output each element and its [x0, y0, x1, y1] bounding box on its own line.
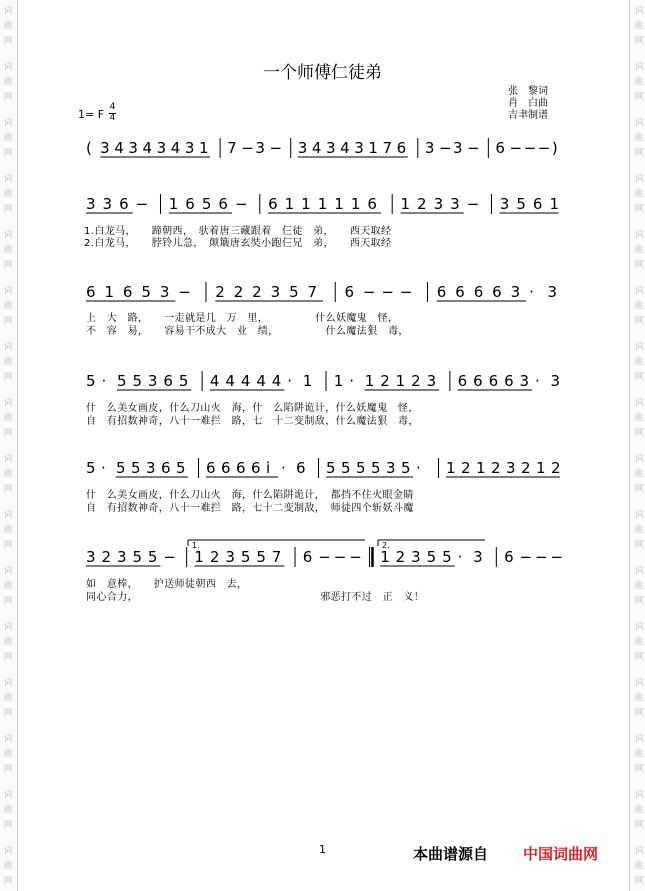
watermark-glyph: 网	[634, 92, 644, 102]
lyric-line: 自 有招数神奇，八十一难拦 路，七 十二变制敌，什么魔法狠 毒，	[86, 416, 419, 427]
note-digit: 4	[340, 139, 350, 157]
watermark-glyph: 词	[3, 286, 13, 296]
note-digit: 1	[536, 459, 546, 477]
watermark-glyph: 词	[3, 678, 13, 688]
note-digit: 1	[284, 195, 295, 213]
note-digit: 6	[492, 283, 502, 301]
watermark-glyph: 网	[634, 148, 644, 158]
dash-note: −	[519, 548, 533, 566]
watermark-glyph: 曲	[3, 637, 13, 647]
note-digit: 3	[128, 139, 138, 157]
watermark-glyph: 曲	[634, 637, 644, 647]
note-digit: i	[266, 459, 271, 477]
note-digit: 3	[326, 139, 336, 157]
note-digit: 2	[461, 459, 471, 477]
watermark-glyph: 曲	[3, 21, 13, 31]
note-digit: 3	[100, 139, 110, 157]
watermark-glyph: 词	[634, 118, 644, 128]
watermark-glyph: 网	[3, 820, 13, 830]
watermark-glyph: 词	[634, 454, 644, 464]
note-digit: 5	[176, 459, 186, 477]
note-digit: 3	[510, 283, 521, 301]
dash-note: −	[318, 548, 331, 566]
note-digit: 3	[102, 195, 113, 213]
watermark-glyph: 网	[634, 540, 644, 550]
watermark-glyph: 曲	[634, 301, 644, 311]
watermark-glyph: 词	[634, 846, 644, 856]
volta-2-label: 2.	[382, 541, 390, 550]
note-digit: 2	[521, 459, 531, 477]
note-digit: 5	[356, 459, 366, 477]
note-digit: 1	[368, 139, 378, 157]
note-digit: 3	[116, 548, 127, 566]
note-digit: 4	[142, 139, 153, 157]
watermark-glyph: 词	[3, 62, 13, 72]
note-digit: 1	[549, 195, 559, 213]
note-digit: 1	[168, 195, 179, 213]
watermark-glyph: 词	[3, 118, 13, 128]
note-digit: 7	[382, 139, 393, 157]
watermark-glyph: 词	[634, 566, 644, 576]
lyric-line: 自 有招数神奇，八十一难拦 路，七十二变制敌， 师徒四个斩妖斗魔	[86, 503, 414, 514]
note-digit: 4	[209, 372, 220, 390]
watermark-glyph: 网	[634, 36, 644, 46]
note-digit: 5	[289, 283, 299, 301]
watermark-glyph: 网	[3, 876, 13, 886]
watermark-glyph: 词	[634, 622, 644, 632]
watermark-glyph: 曲	[3, 301, 13, 311]
note-digit: 5	[131, 459, 141, 477]
note-digit: 3	[433, 195, 444, 213]
watermark-glyph: 曲	[3, 861, 13, 871]
note-digit: 3	[453, 139, 463, 157]
note-digit: ·	[535, 372, 540, 390]
watermark-glyph: 词	[3, 6, 13, 16]
watermark-glyph: 网	[3, 36, 13, 46]
lyric-line: 不 容 易， 容易干不成大 业 绩， 什么魔法狠 毒，	[86, 326, 409, 337]
watermark-glyph: 网	[3, 764, 13, 774]
watermark-glyph: 词	[3, 510, 13, 520]
watermark-glyph: 网	[3, 204, 13, 214]
watermark-glyph: 词	[634, 6, 644, 16]
dash-note: −	[349, 548, 362, 566]
dash-note: −	[523, 139, 537, 157]
note-digit: 6	[221, 459, 231, 477]
watermark-glyph: 网	[3, 316, 13, 326]
note-digit: 3	[297, 139, 308, 157]
note-digit: ·	[281, 459, 286, 477]
note-digit: ·	[287, 372, 293, 390]
watermark-glyph: 曲	[3, 749, 13, 759]
dash-note: −	[381, 283, 394, 301]
note-digit: 6	[436, 283, 447, 301]
watermark-glyph: 曲	[3, 189, 13, 199]
watermark-glyph: 词	[3, 230, 13, 240]
dash-note: −	[399, 283, 413, 301]
watermark-glyph: 曲	[3, 413, 13, 423]
note-digit: 4	[170, 139, 181, 157]
transcriber-credit: 吉聿制谱	[508, 110, 548, 121]
note-digit: 5	[86, 459, 96, 477]
note-digit: 6	[344, 283, 355, 301]
note-digit: 5	[147, 548, 158, 566]
note-digit: 3	[473, 548, 483, 566]
watermark-glyph: 曲	[3, 245, 13, 255]
watermark-glyph: 词	[3, 734, 13, 744]
watermark-glyph: 曲	[3, 133, 13, 143]
note-digit: 3	[354, 139, 364, 157]
note-digit: 5	[401, 459, 411, 477]
note-digit: 2	[233, 283, 244, 301]
note-digit: 6	[206, 459, 216, 477]
song-title: 一个师傅仁徒弟	[263, 63, 382, 83]
note-digit: 4	[271, 372, 282, 390]
note-digit: 7	[227, 139, 237, 157]
watermark-glyph: 曲	[3, 693, 13, 703]
watermark-glyph: 网	[634, 596, 644, 606]
note-digit: 3	[270, 283, 281, 301]
note-digit: 3	[159, 283, 170, 301]
dash-note: −	[178, 283, 191, 301]
dash-note: −	[163, 548, 176, 566]
note-digit: 6	[455, 283, 465, 301]
dash-note: −	[467, 139, 480, 157]
volta-1-label: 1.	[192, 541, 200, 550]
note-digit: 6	[296, 459, 306, 477]
dash-note: −	[135, 195, 149, 213]
note-digit: 6	[504, 372, 514, 390]
watermark-glyph: 网	[3, 540, 13, 550]
watermark-glyph: 词	[3, 846, 13, 856]
watermark-glyph: 词	[634, 62, 644, 72]
watermark-glyph: 词	[634, 398, 644, 408]
note-digit: 1	[364, 372, 375, 390]
watermark-glyph: 曲	[3, 469, 13, 479]
time-signature-bottom: 4	[109, 113, 116, 123]
note-digit: )	[551, 139, 558, 157]
note-digit: 3	[86, 195, 96, 213]
note-digit: 3	[550, 372, 561, 390]
note-digit: 3	[506, 459, 516, 477]
composer-credit: 肖 白曲	[508, 98, 548, 109]
note-digit: 1	[301, 195, 311, 213]
note-digit: 6	[251, 459, 261, 477]
note-digit: 1	[104, 283, 115, 301]
watermark-glyph: 网	[634, 260, 644, 270]
watermark-glyph: 网	[3, 148, 13, 158]
note-digit: 3	[424, 139, 435, 157]
note-digit: 5	[201, 195, 212, 213]
watermark-glyph: 网	[3, 484, 13, 494]
note-digit: ·	[101, 372, 107, 390]
note-digit: 2	[380, 372, 390, 390]
dash-note: −	[234, 195, 248, 213]
note-digit: 6	[473, 283, 484, 301]
watermark-glyph: 曲	[634, 469, 644, 479]
watermark-glyph: 曲	[634, 77, 644, 87]
watermark-glyph: 曲	[634, 861, 644, 871]
lyricist-credit: 张 黎词	[508, 86, 548, 97]
watermark-glyph: 曲	[634, 21, 644, 31]
note-digit: 3	[255, 139, 265, 157]
note-digit: 4	[240, 372, 251, 390]
time-signature-top: 4	[109, 102, 116, 112]
lyric-line: 什 么美女画皮，什么刀山火 海，什么陷阱诡计， 都挡不住火眼金睛	[86, 490, 414, 501]
note-digit: 1	[198, 139, 209, 157]
watermark-glyph: 曲	[3, 581, 13, 591]
dash-note: −	[509, 139, 523, 157]
note-digit: 7	[271, 548, 282, 566]
watermark-glyph: 网	[634, 652, 644, 662]
watermark-glyph: 曲	[634, 749, 644, 759]
note-digit: 6	[119, 195, 129, 213]
dash-note: −	[241, 139, 254, 157]
note-digit: 6	[504, 548, 514, 566]
dash-note: −	[333, 548, 347, 566]
note-digit: ·	[529, 283, 534, 301]
watermark-glyph: 曲	[634, 189, 644, 199]
note-digit: 1	[333, 372, 344, 390]
note-digit: 1	[400, 195, 411, 213]
watermark-glyph: 词	[634, 510, 644, 520]
lyric-line: 上 大 路， 一走就是几 万 里， 什么妖魔鬼 怪，	[86, 313, 399, 324]
dash-note: −	[269, 139, 283, 157]
note-digit: 6	[236, 459, 246, 477]
note-digit: 2	[417, 195, 427, 213]
note-digit: 5	[516, 195, 526, 213]
note-digit: 2	[209, 548, 220, 566]
note-digit: 2	[252, 283, 262, 301]
watermark-glyph: 网	[3, 428, 13, 438]
watermark-glyph: 曲	[634, 805, 644, 815]
note-digit: 1	[334, 195, 344, 213]
watermark-glyph: 曲	[3, 805, 13, 815]
note-digit: 3	[386, 459, 396, 477]
watermark-glyph: 词	[3, 566, 13, 576]
lyric-line: 同心合力， 邪恶打不过 正 义！	[86, 592, 425, 603]
dash-note: −	[438, 139, 452, 157]
note-digit: 4	[256, 372, 266, 390]
watermark-glyph: 曲	[634, 693, 644, 703]
note-digit: 3	[86, 548, 96, 566]
lyric-line: 如 意棒， 护送师徒朝西 去，	[86, 579, 248, 590]
watermark-glyph: 曲	[634, 525, 644, 535]
watermark-glyph: 网	[634, 764, 644, 774]
key-signature: 1= F	[78, 108, 105, 121]
note-digit: 5	[341, 459, 351, 477]
watermark-glyph: 词	[634, 342, 644, 352]
note-digit: ·	[101, 459, 106, 477]
watermark-glyph: 网	[3, 92, 13, 102]
note-digit: 2	[395, 548, 406, 566]
note-digit: 1	[194, 548, 204, 566]
note-digit: 3	[499, 195, 510, 213]
note-digit: 6	[163, 372, 173, 390]
watermark-glyph: 曲	[3, 525, 13, 535]
dash-note: −	[537, 139, 551, 157]
watermark-glyph: 词	[3, 454, 13, 464]
note-digit: 6	[457, 372, 468, 390]
watermark-glyph: 词	[3, 622, 13, 632]
note-digit: 6	[161, 459, 171, 477]
note-digit: 5	[326, 459, 336, 477]
watermark-glyph: 词	[634, 790, 644, 800]
note-digit: (	[86, 139, 92, 157]
watermark-glyph: 网	[634, 484, 644, 494]
lyric-line: 什 么美女画皮，什么刀山火 海，什 么陷阱诡计，什么妖魔鬼 怪，	[86, 403, 419, 414]
dash-note: −	[550, 548, 564, 566]
watermark-glyph: 网	[634, 876, 644, 886]
note-digit: 6	[488, 372, 499, 390]
note-digit: 3	[426, 372, 437, 390]
note-digit: 3	[411, 548, 421, 566]
note-digit: 6	[367, 195, 377, 213]
watermark-glyph: 词	[3, 174, 13, 184]
dash-note: −	[362, 283, 376, 301]
note-digit: 7	[307, 283, 318, 301]
watermark-glyph: 词	[634, 230, 644, 240]
note-digit: 6	[218, 195, 228, 213]
watermark-glyph: 网	[634, 372, 644, 382]
watermark-glyph: 曲	[634, 245, 644, 255]
note-digit: 4	[114, 139, 124, 157]
note-digit: 5	[178, 372, 189, 390]
watermark-glyph: 网	[634, 708, 644, 718]
watermark-glyph: 网	[3, 372, 13, 382]
watermark-glyph: 网	[634, 428, 644, 438]
note-digit: ·	[457, 548, 463, 566]
note-digit: 5	[86, 372, 96, 390]
note-digit: 5	[116, 459, 126, 477]
note-digit: 1	[395, 372, 406, 390]
watermark-glyph: 网	[634, 204, 644, 214]
note-digit: 5	[256, 548, 266, 566]
watermark-glyph: 词	[634, 174, 644, 184]
watermark-glyph: 网	[3, 260, 13, 270]
note-digit: 6	[532, 195, 543, 213]
site-label: 中国词曲网	[523, 845, 599, 863]
watermark-glyph: 曲	[3, 77, 13, 87]
note-digit: 2	[411, 372, 421, 390]
note-digit: 4	[311, 139, 322, 157]
note-digit: 6	[396, 139, 407, 157]
note-digit: 5	[426, 548, 437, 566]
note-digit: 5	[132, 372, 142, 390]
note-digit: 6	[473, 372, 483, 390]
watermark-glyph: 曲	[634, 581, 644, 591]
note-digit: 5	[132, 548, 142, 566]
source-label: 本曲谱源自	[413, 845, 489, 863]
watermark-glyph: 网	[3, 708, 13, 718]
note-digit: 1	[350, 195, 361, 213]
note-digit: 5	[371, 459, 381, 477]
watermark-glyph: 词	[634, 734, 644, 744]
note-digit: 1	[302, 372, 313, 390]
note-digit: 3	[156, 139, 167, 157]
note-digit: 6	[185, 195, 195, 213]
note-digit: 3	[450, 195, 460, 213]
watermark-glyph: 词	[3, 790, 13, 800]
note-digit: ·	[349, 372, 355, 390]
dash-note: −	[535, 548, 548, 566]
watermark-glyph: 曲	[634, 413, 644, 423]
note-digit: 3	[547, 283, 558, 301]
note-digit: 1	[446, 459, 456, 477]
watermark-glyph: 网	[3, 652, 13, 662]
watermark-glyph: 词	[634, 286, 644, 296]
watermark-glyph: 网	[634, 820, 644, 830]
watermark-glyph: 曲	[634, 133, 644, 143]
note-digit: 6	[86, 283, 96, 301]
note-digit: 6	[122, 283, 133, 301]
watermark-glyph: 网	[634, 316, 644, 326]
note-digit: 6	[495, 139, 505, 157]
lyric-line: 1.白龙马， 蹄朝西， 驮着唐三藏跟着 仨徒 弟， 西天取经	[84, 226, 392, 237]
note-digit: 1	[476, 459, 486, 477]
note-digit: ·	[416, 459, 421, 477]
note-digit: 3	[146, 459, 156, 477]
dash-note: −	[466, 195, 480, 213]
note-digit: 2	[101, 548, 112, 566]
note-digit: 3	[225, 548, 235, 566]
note-digit: 3	[147, 372, 158, 390]
note-digit: 3	[184, 139, 195, 157]
page-number: 1	[319, 843, 326, 856]
note-digit: 5	[141, 283, 151, 301]
note-digit: 1	[317, 195, 328, 213]
note-digit: 3	[519, 372, 530, 390]
watermark-glyph: 网	[3, 596, 13, 606]
watermark-glyph: 词	[3, 342, 13, 352]
note-digit: 5	[240, 548, 251, 566]
note-digit: 2	[551, 459, 561, 477]
lyric-line: 2.白龙马， 脖铃儿急， 颠簸唐玄奘小跑仨兄 弟， 西天取经	[84, 238, 392, 249]
watermark-glyph: 词	[3, 398, 13, 408]
watermark-glyph: 曲	[3, 357, 13, 367]
note-digit: 4	[225, 372, 235, 390]
note-digit: 2	[215, 283, 225, 301]
note-digit: 1	[380, 548, 390, 566]
note-digit: 5	[442, 548, 452, 566]
watermark-glyph: 曲	[634, 357, 644, 367]
watermark-glyph: 词	[634, 678, 644, 688]
note-digit: 5	[116, 372, 127, 390]
note-digit: 2	[491, 459, 501, 477]
note-digit: 6	[302, 548, 313, 566]
note-digit: 6	[268, 195, 278, 213]
